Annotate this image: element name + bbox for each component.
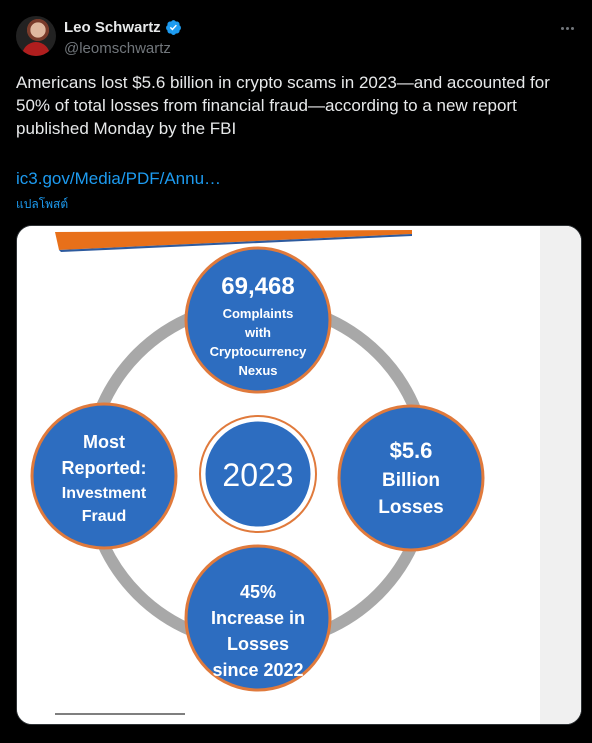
svg-text:Fraud: Fraud <box>81 508 127 525</box>
most-reported-circle <box>32 404 176 548</box>
svg-text:Most: Most <box>83 432 125 452</box>
translate-post-link[interactable]: แปลโพสต์ <box>16 197 69 211</box>
svg-text:since 2022: since 2022 <box>212 660 304 680</box>
svg-text:Losses: Losses <box>226 634 290 654</box>
tweet-media-image[interactable] <box>16 225 582 725</box>
more-options-icon[interactable] <box>556 18 578 38</box>
year-label: 2023 <box>222 457 294 493</box>
bottom-edge <box>0 728 592 743</box>
svg-text:Losses: Losses <box>378 497 444 518</box>
svg-text:$5.6: $5.6 <box>389 438 433 463</box>
svg-text:Increase in: Increase in <box>210 608 306 628</box>
svg-text:with: with <box>245 325 271 340</box>
increase-circle <box>186 546 330 690</box>
infographic <box>17 226 582 725</box>
complaints-circle <box>186 248 330 392</box>
tweet-header <box>16 16 580 60</box>
svg-text:Billion: Billion <box>381 470 441 491</box>
complaints-count: 69,468 <box>221 273 295 300</box>
svg-text:Nexus: Nexus <box>238 363 278 378</box>
losses-circle <box>339 406 483 550</box>
svg-text:45%: 45% <box>239 582 277 602</box>
author-handle[interactable]: @leomschwartz <box>64 40 171 57</box>
tweet-text: Americans lost $5.6 billion in crypto scams in 2023—and accounted for 50% of total losses from financial fraud—according to a new report published Monday by the FBI <box>16 73 555 138</box>
tweet-link[interactable]: ic3.gov/Media/PDF/Annu… <box>16 169 222 188</box>
svg-text:Cryptocurrency: Cryptocurrency <box>209 344 307 359</box>
verified-badge-icon <box>165 19 182 36</box>
svg-text:Reported:: Reported: <box>61 458 147 478</box>
author-name-row <box>64 19 182 36</box>
svg-text:Complaints: Complaints <box>222 306 294 321</box>
user-avatar[interactable] <box>16 16 56 56</box>
author-display-name[interactable]: Leo Schwartz <box>64 19 161 36</box>
svg-text:Investment: Investment <box>61 485 147 502</box>
